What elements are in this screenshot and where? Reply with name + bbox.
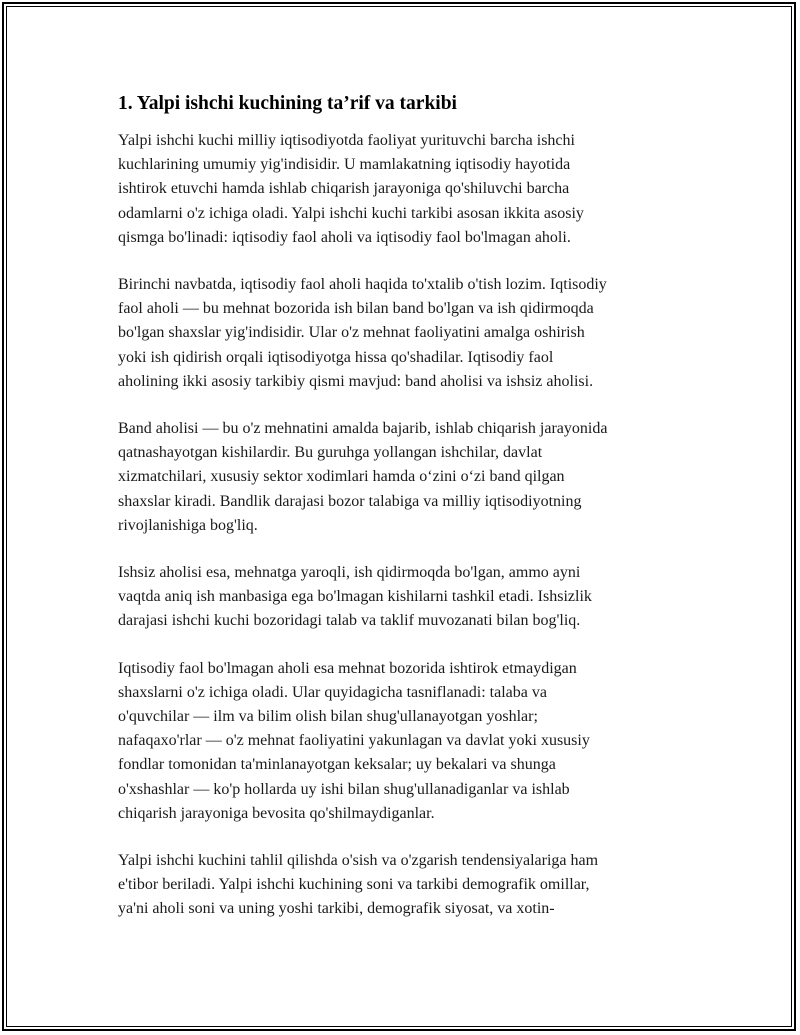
text-line: faol aholi — bu mehnat bozorida ish bilan band bo'lgan va ish qidirmoqda <box>118 300 594 318</box>
paragraph-employed <box>118 417 698 538</box>
text-line: Birinchi navbatda, iqtisodiy faol aholi haqida to'xtalib o'tish lozim. Iqtisodiy <box>118 276 607 294</box>
text-line: ya'ni aholi soni va uning yoshi tarkibi, demografik siyosat, va xotin- <box>118 900 555 918</box>
text-line: e'tibor beriladi. Yalpi ishchi kuchining soni va tarkibi demografik omillar, <box>118 876 590 894</box>
text-line: o'xshashlar — ko'p hollarda uy ishi bilan shug'ullanadiganlar va ishlab <box>118 780 570 798</box>
text-line: odamlarni o'z ichiga oladi. Yalpi ishchi kuchi tarkibi asosan ikkita asosiy <box>118 204 584 222</box>
paragraph-unemployed <box>118 561 698 634</box>
text-line: darajasi ishchi kuchi bozoridagi talab va taklif muvozanati bilan bog'liq. <box>118 612 581 630</box>
text-line: o'quvchilar — ilm va bilim olish bilan shug'ullanayotgan yoshlar; <box>118 708 538 726</box>
text-line: Iqtisodiy faol bo'lmagan aholi esa mehnat bozorida ishtirok etmaydigan <box>118 659 577 677</box>
text-line: qismga bo'linadi: iqtisodiy faol aholi va iqtisodiy faol bo'lmagan aholi. <box>118 228 571 246</box>
text-line: Band aholisi — bu o'z mehnatini amalda bajarib, ishlab chiqarish jarayonida <box>118 420 608 438</box>
text-line: xizmatchilari, xususiy sektor xodimlari hamda o‘zini o‘zi band qilgan <box>118 468 565 486</box>
text-line: ishtirok etuvchi hamda ishlab chiqarish jarayoniga qo'shiluvchi barcha <box>118 180 570 198</box>
text-line: chiqarish jarayoniga bevosita qo'shilmaydiganlar. <box>118 804 435 822</box>
text-line: bo'lgan shaxslar yig'indisidir. Ular o'z mehnat faoliyatini amalga oshirish <box>118 324 585 342</box>
document-body <box>118 92 698 945</box>
paragraph-inactive-population <box>118 657 698 826</box>
text-line: aholining ikki asosiy tarkibiy qismi mavjud: band aholisi va ishsiz aholisi. <box>118 372 594 390</box>
text-line: fondlar tomonidan ta'minlanayotgan keksalar; uy bekalari va shunga <box>118 756 556 774</box>
text-line: Yalpi ishchi kuchi milliy iqtisodiyotda faoliyat yurituvchi barcha ishchi <box>118 132 575 149</box>
text-line: nafaqaxo'rlar — o'z mehnat faoliyatini yakunlagan va davlat yoki xususiy <box>118 732 590 750</box>
section-title: 1. Yalpi ishchi kuchining ta’rif va tarkibi <box>118 93 457 114</box>
text-line: qatnashayotgan kishilardir. Bu guruhga yollangan ishchilar, davlat <box>118 444 543 462</box>
text-line: Ishsiz aholisi esa, mehnatga yaroqli, ish qidirmoqda bo'lgan, ammo ayni <box>118 564 581 582</box>
paragraph-active-population <box>118 273 698 394</box>
paragraph-analysis <box>118 849 698 922</box>
text-line: yoki ish qidirish orqali iqtisodiyotga hissa qo'shadilar. Iqtisodiy faol <box>118 348 554 366</box>
text-line: shaxslarni o'z ichiga oladi. Ular quyidagicha tasniflanadi: talaba va <box>118 683 547 701</box>
paragraph-definition <box>118 129 698 250</box>
text-line: vaqtda aniq ish manbasiga ega bo'lmagan kishilarni tashkil etadi. Ishsizlik <box>118 588 592 606</box>
text-line: kuchlarining umumiy yig'indisidir. U mamlakatning iqtisodiy hayotida <box>118 156 571 174</box>
text-line: shaxslar kiradi. Bandlik darajasi bozor talabiga va milliy iqtisodiyotning <box>118 492 582 510</box>
text-line: Yalpi ishchi kuchini tahlil qilishda o'sish va o'zgarish tendensiyalariga ham <box>118 852 599 870</box>
text-line: rivojlanishiga bog'liq. <box>118 516 258 534</box>
